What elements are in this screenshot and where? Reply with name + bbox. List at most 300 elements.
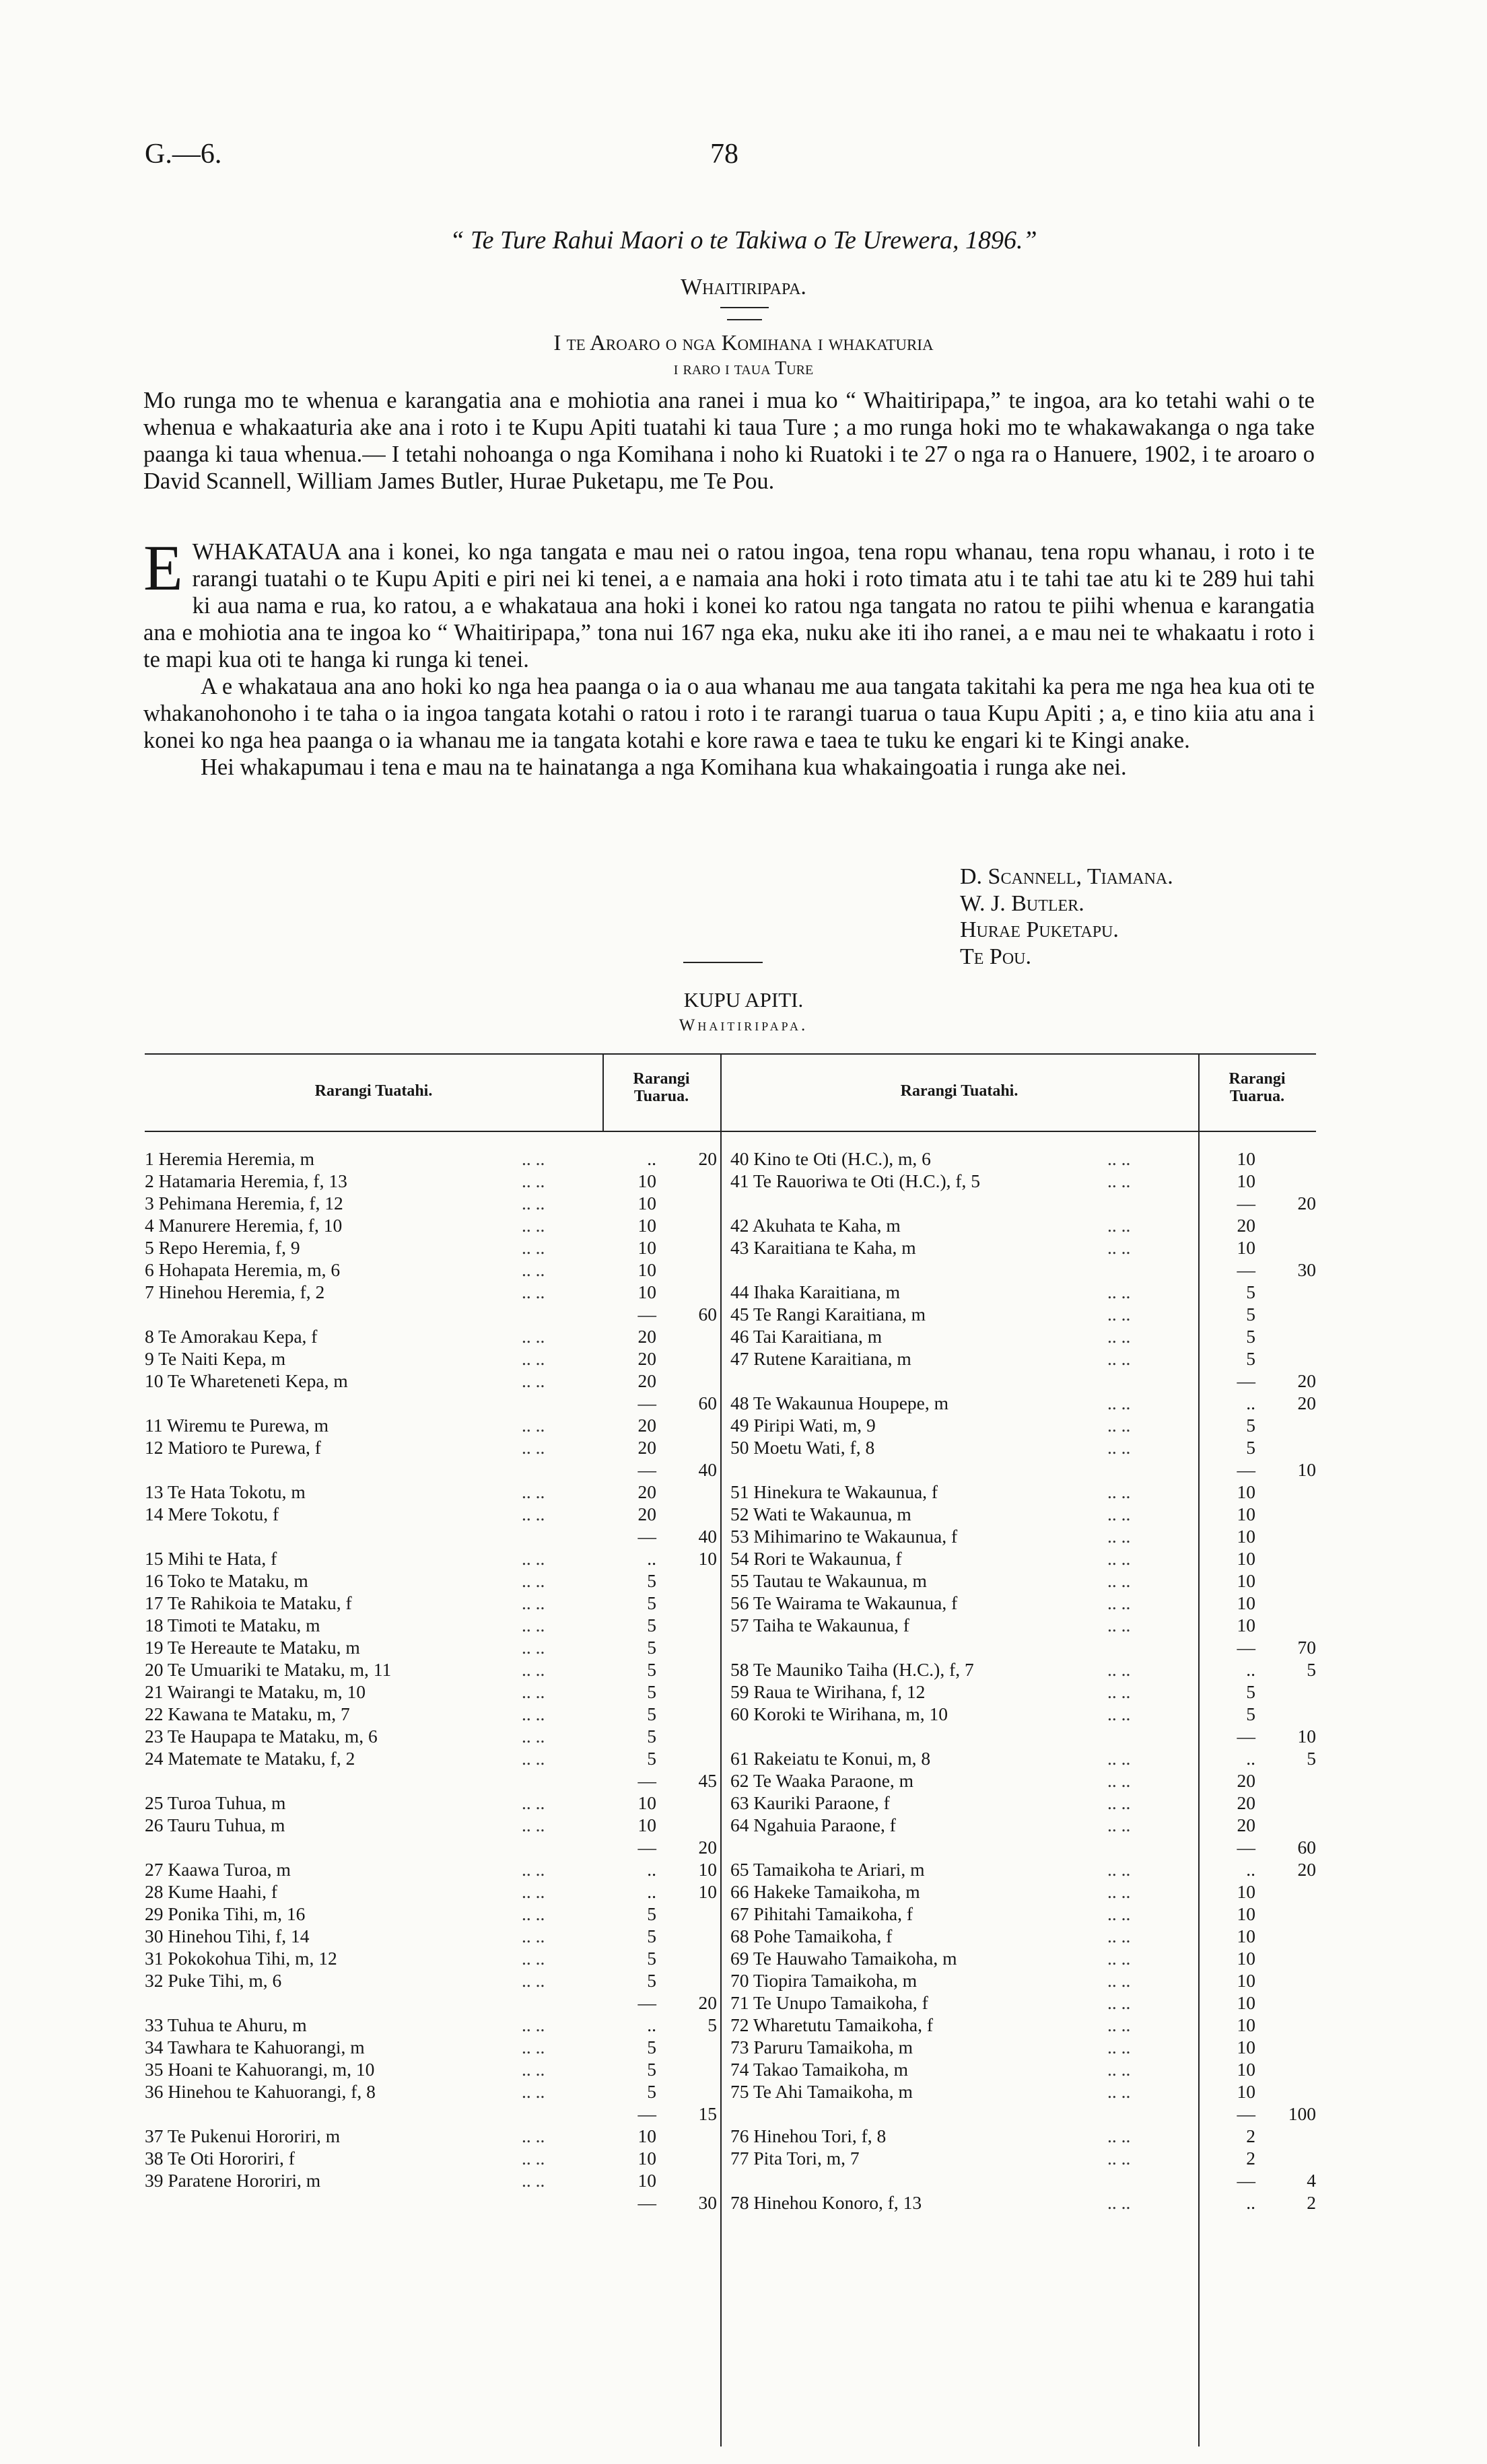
group-total: [1255, 1969, 1316, 1992]
group-total: 40: [698, 1459, 717, 1480]
share-value: ..: [1246, 2192, 1255, 2213]
leader-dots: .. ..: [522, 1926, 545, 1946]
share-value: 20: [637, 1348, 656, 1369]
group-total: 2: [1307, 2192, 1316, 2213]
leader-dots: .. ..: [522, 1859, 545, 1880]
leader-dots: .. ..: [1107, 1570, 1131, 1591]
share-value: ..: [647, 1548, 656, 1569]
group-total: 5: [1307, 1748, 1316, 1769]
group-total: 100: [1288, 2103, 1316, 2124]
group-total: 5: [707, 2014, 717, 2035]
court-heading-1: I te Aroaro o nga Komihana i whakaturia: [553, 331, 934, 355]
owner-name: 69 Te Hauwaho Tamaikoha, m: [730, 1948, 957, 1969]
leader-dots: .. ..: [522, 2170, 545, 2191]
group-total: 60: [698, 1393, 717, 1413]
intro-text: Mo runga mo te whenua e karangatia ana e mohiotia ana ranei i mua ko “ Whaitiripapa,” te ingoa, ara ko tetahi wahi o te whenua e whakaaturia ake ana i roto i te Kupu Apiti tuatahi ki taua Ture ; a mo runga hoki mo te whakawakanga o nga take paanga ki taua whenua.— I tetahi nohoanga o nga Komihana i noho ki Ruatoki i te 27 o nga ra o Hanuere, 1902, i te aroaro o David Scannell, William James Butler, Hurae Puketapu, me Te Pou.: [143, 388, 1315, 494]
group-total: [1255, 1503, 1316, 1525]
table-row: [145, 1259, 717, 1281]
owner-name: [730, 1836, 1107, 1858]
leader-dots: [1107, 2103, 1195, 2125]
group-total: [1255, 1925, 1316, 1947]
leader-dots: .. ..: [522, 1970, 545, 1991]
table-row: [730, 1170, 1316, 1192]
share-value: —: [637, 1992, 656, 2013]
leader-dots: .. ..: [522, 2037, 545, 2057]
group-total: 60: [1297, 1837, 1316, 1858]
table-row: [730, 2125, 1316, 2147]
leader-dots: .. ..: [522, 2148, 545, 2169]
group-total: [1255, 2058, 1316, 2080]
table-row: [145, 1148, 717, 1170]
owner-name: 68 Pohe Tamaikoha, f: [730, 1926, 893, 1946]
group-total: [656, 1681, 717, 1703]
group-total: [1255, 1170, 1316, 1192]
owner-name: 29 Ponika Tihi, m, 16: [145, 1903, 306, 1924]
owner-name: 65 Tamaikoha te Ariari, m: [730, 1859, 925, 1880]
group-total: [656, 2036, 717, 2058]
owner-name: 61 Rakeiatu te Konui, m, 8: [730, 1748, 931, 1769]
group-total: [1255, 2036, 1316, 2058]
owner-name: 28 Kume Haahi, f: [145, 1881, 278, 1902]
leader-dots: [522, 1992, 609, 2014]
table-row: [730, 1281, 1316, 1303]
block-name: Whaitiripapa.: [681, 275, 806, 300]
group-total: 10: [698, 1859, 717, 1880]
share-value: 5: [1246, 1681, 1255, 1702]
table-row: [730, 1347, 1316, 1370]
table-row: [145, 2147, 717, 2169]
leader-dots: .. ..: [522, 1193, 545, 1213]
group-total: 20: [698, 1837, 717, 1858]
owner-name: 10 Te Whareteneti Kepa, m: [145, 1370, 348, 1391]
share-value: 5: [647, 2059, 656, 2080]
group-total: [656, 1347, 717, 1370]
table-row: [145, 2080, 717, 2103]
leader-dots: [1107, 1259, 1195, 1281]
intro-paragraph: [143, 387, 1315, 495]
owner-name: 60 Koroki te Wirihana, m, 10: [730, 1703, 948, 1724]
share-value: 20: [637, 1437, 656, 1458]
share-value: 10: [1237, 1548, 1255, 1569]
owner-name: 43 Karaitiana te Kaha, m: [730, 1237, 916, 1258]
leader-dots: .. ..: [1107, 1615, 1131, 1635]
leader-dots: .. ..: [1107, 1859, 1131, 1880]
share-value: 20: [637, 1326, 656, 1347]
owner-name: 25 Turoa Tuhua, m: [145, 1792, 286, 1813]
share-value: —: [1237, 1459, 1255, 1480]
table-row: [730, 2080, 1316, 2103]
table-spacer-row: [145, 2191, 717, 2214]
table-row: [730, 1947, 1316, 1969]
separator-rule: [683, 962, 763, 963]
share-value: 5: [647, 1748, 656, 1769]
owner-name: 56 Te Wairama te Wakaunua, f: [730, 1592, 958, 1613]
table-spacer-row: [730, 1636, 1316, 1658]
table-row: [145, 1414, 717, 1436]
table-row: [145, 1725, 717, 1747]
group-total: [656, 1481, 717, 1503]
owner-name: 66 Hakeke Tamaikoha, m: [730, 1881, 920, 1902]
leader-dots: [1107, 1725, 1195, 1747]
leader-dots: .. ..: [1107, 2125, 1131, 2146]
owner-name: 18 Timoti te Mataku, m: [145, 1615, 320, 1635]
owner-name: 31 Pokokohua Tihi, m, 12: [145, 1948, 337, 1969]
owner-name: 42 Akuhata te Kaha, m: [730, 1215, 901, 1236]
table-row: [730, 1703, 1316, 1725]
group-total: [656, 1214, 717, 1236]
leader-dots: .. ..: [522, 1903, 545, 1924]
owner-name: [730, 1259, 1107, 1281]
table-row: [730, 1792, 1316, 1814]
owner-name: 20 Te Umuariki te Mataku, m, 11: [145, 1659, 392, 1680]
owner-name: 35 Hoani te Kahuorangi, m, 10: [145, 2059, 375, 2080]
table-row: [145, 1592, 717, 1614]
share-value: 5: [647, 1659, 656, 1680]
owner-name: [145, 1525, 522, 1547]
share-value: —: [1237, 1370, 1255, 1391]
table-row: [145, 1969, 717, 1992]
leader-dots: .. ..: [522, 1748, 545, 1769]
decision-block: [143, 532, 1315, 781]
leader-dots: .. ..: [522, 1570, 545, 1591]
owner-name: 41 Te Rauoriwa te Oti (H.C.), f, 5: [730, 1170, 981, 1191]
owner-name: 22 Kawana te Mataku, m, 7: [145, 1703, 350, 1724]
table-row: [145, 1747, 717, 1769]
group-total: 70: [1297, 1637, 1316, 1658]
leader-dots: .. ..: [522, 1259, 545, 1280]
group-total: 20: [1297, 1393, 1316, 1413]
leader-dots: .. ..: [1107, 1659, 1131, 1680]
group-total: [656, 1903, 717, 1925]
group-total: [1255, 1281, 1316, 1303]
leader-dots: [1107, 1458, 1195, 1481]
share-value: 10: [1237, 1526, 1255, 1547]
owner-name: 32 Puke Tihi, m, 6: [145, 1970, 282, 1991]
table-row: [730, 1592, 1316, 1614]
table-row: [145, 1658, 717, 1681]
table-row: [730, 1614, 1316, 1636]
leader-dots: .. ..: [1107, 1481, 1131, 1502]
leader-dots: .. ..: [1107, 1237, 1131, 1258]
table-row: [145, 2169, 717, 2191]
owner-name: 37 Te Pukenui Hororiri, m: [145, 2125, 341, 2146]
leader-dots: .. ..: [522, 1881, 545, 1902]
share-value: ..: [647, 1859, 656, 1880]
group-total: 20: [1297, 1370, 1316, 1391]
owner-name: 48 Te Wakaunua Houpepe, m: [730, 1393, 948, 1413]
group-total: [1255, 2125, 1316, 2147]
share-value: 20: [637, 1415, 656, 1436]
table-row: [145, 2014, 717, 2036]
group-total: [1255, 1347, 1316, 1370]
group-total: 20: [698, 1992, 717, 2013]
share-value: 10: [1237, 1948, 1255, 1969]
leader-dots: .. ..: [1107, 1815, 1131, 1835]
group-total: [656, 2080, 717, 2103]
share-value: 5: [647, 1637, 656, 1658]
group-total: [1255, 1525, 1316, 1547]
share-value: 5: [647, 1970, 656, 1991]
leader-dots: [522, 1525, 609, 1547]
owner-name: 11 Wiremu te Purewa, m: [145, 1415, 329, 1436]
owner-name: [145, 2191, 522, 2214]
table-row: [145, 1281, 717, 1303]
owner-name: [730, 1458, 1107, 1481]
column-divider: [720, 1053, 722, 2447]
group-total: 10: [1297, 1726, 1316, 1747]
owner-name: 13 Te Hata Tokotu, m: [145, 1481, 306, 1502]
table-row: [145, 1370, 717, 1392]
table-row: [730, 1503, 1316, 1525]
owner-name: 50 Moetu Wati, f, 8: [730, 1437, 875, 1458]
signatory: W. J. Butler.: [960, 890, 1084, 916]
table-row: [145, 1792, 717, 1814]
leader-dots: .. ..: [1107, 1681, 1131, 1702]
table-row: [730, 1392, 1316, 1414]
share-value: 2: [1246, 2148, 1255, 2169]
leader-dots: .. ..: [1107, 1415, 1131, 1436]
leader-dots: .. ..: [522, 1281, 545, 1302]
leader-dots: .. ..: [1107, 1215, 1131, 1236]
share-value: 5: [1246, 1437, 1255, 1458]
owner-name: 57 Taiha te Wakaunua, f: [730, 1615, 909, 1635]
leader-dots: .. ..: [522, 1659, 545, 1680]
table-spacer-row: [145, 1303, 717, 1325]
leader-dots: [522, 1458, 609, 1481]
leader-dots: .. ..: [1107, 2014, 1131, 2035]
group-total: [656, 1792, 717, 1814]
leader-dots: .. ..: [522, 2014, 545, 2035]
share-value: ..: [1246, 1859, 1255, 1880]
owner-name: 24 Matemate te Mataku, f, 2: [145, 1748, 355, 1769]
signatory: Te Pou.: [960, 944, 1032, 969]
table-row: [730, 1814, 1316, 1836]
table-row: [730, 1969, 1316, 1992]
signatory: D. Scannell, Tiamana.: [960, 864, 1173, 889]
leader-dots: .. ..: [1107, 1393, 1131, 1413]
owner-name: 26 Tauru Tuhua, m: [145, 1815, 285, 1835]
header-list1: Rarangi Tuatahi.: [314, 1082, 433, 1100]
share-value: 10: [637, 2148, 656, 2169]
leader-dots: .. ..: [1107, 1148, 1131, 1169]
share-value: 10: [1237, 1170, 1255, 1191]
leader-dots: .. ..: [522, 1237, 545, 1258]
short-rule: [720, 307, 769, 308]
share-value: ..: [1246, 1659, 1255, 1680]
owner-name: [145, 1769, 522, 1792]
group-total: [656, 1570, 717, 1592]
group-total: [656, 1281, 717, 1303]
table-row: [730, 1148, 1316, 1170]
owner-name: 70 Tiopira Tamaikoha, m: [730, 1970, 918, 1991]
table-row: [730, 1547, 1316, 1570]
leader-dots: [1107, 1370, 1195, 1392]
group-total: [656, 1592, 717, 1614]
leader-dots: .. ..: [522, 1815, 545, 1835]
group-total: 10: [1297, 1459, 1316, 1480]
share-value: —: [637, 2103, 656, 2124]
owner-name: 8 Te Amorakau Kepa, f: [145, 1326, 318, 1347]
group-total: [656, 2058, 717, 2080]
table-row: [145, 1880, 717, 1903]
leader-dots: .. ..: [1107, 1437, 1131, 1458]
share-value: 20: [1237, 1815, 1255, 1835]
table-row: [730, 2191, 1316, 2214]
leader-dots: .. ..: [522, 2081, 545, 2102]
group-total: [1255, 1236, 1316, 1259]
group-total: 60: [698, 1304, 717, 1325]
table-row: [730, 2014, 1316, 2036]
group-total: 20: [698, 1148, 717, 1169]
owner-name: 59 Raua te Wirihana, f, 12: [730, 1681, 926, 1702]
leader-dots: .. ..: [522, 1370, 545, 1391]
owner-name: 19 Te Hereaute te Mataku, m: [145, 1637, 360, 1658]
owner-name: [145, 1392, 522, 1414]
group-total: 5: [1307, 1659, 1316, 1680]
leader-dots: [1107, 1192, 1195, 1214]
table-row: [145, 1236, 717, 1259]
table-spacer-row: [730, 2169, 1316, 2191]
table-spacer-row: [730, 2103, 1316, 2125]
leader-dots: .. ..: [1107, 2192, 1131, 2213]
owner-name: 30 Hinehou Tihi, f, 14: [145, 1926, 310, 1946]
table-row: [730, 1214, 1316, 1236]
group-total: [656, 1703, 717, 1725]
share-value: 10: [1237, 2014, 1255, 2035]
owner-name: 6 Hohapata Heremia, m, 6: [145, 1259, 341, 1280]
owner-name: 40 Kino te Oti (H.C.), m, 6: [730, 1148, 931, 1169]
table-spacer-row: [145, 1525, 717, 1547]
court-heading-2: i raro i taua Ture: [673, 358, 814, 379]
owner-name: [145, 2103, 522, 2125]
table-spacer-row: [145, 1769, 717, 1792]
table-spacer-row: [145, 1458, 717, 1481]
leader-dots: .. ..: [1107, 2081, 1131, 2102]
owner-name: 38 Te Oti Hororiri, f: [145, 2148, 295, 2169]
group-total: [1255, 1570, 1316, 1592]
owner-name: 17 Te Rahikoia te Mataku, f: [145, 1592, 352, 1613]
share-value: —: [637, 2192, 656, 2213]
share-value: 5: [647, 1681, 656, 1702]
share-value: 5: [647, 1726, 656, 1747]
leader-dots: .. ..: [522, 2125, 545, 2146]
owner-name: 55 Tautau te Wakaunua, m: [730, 1570, 927, 1591]
leader-dots: .. ..: [522, 1148, 545, 1169]
group-total: [1255, 1703, 1316, 1725]
group-total: [1255, 1614, 1316, 1636]
group-total: [1255, 1547, 1316, 1570]
leader-dots: .. ..: [1107, 1748, 1131, 1769]
share-value: 5: [647, 1903, 656, 1924]
owner-name: 52 Wati te Wakaunua, m: [730, 1504, 911, 1524]
share-value: 10: [1237, 1504, 1255, 1524]
schedule-right: [730, 1148, 1316, 2214]
owner-name: 73 Paruru Tamaikoha, m: [730, 2037, 913, 2057]
group-total: [1255, 1792, 1316, 1814]
share-value: 5: [1246, 1348, 1255, 1369]
owner-name: 23 Te Haupapa te Mataku, m, 6: [145, 1726, 378, 1747]
table-spacer-row: [730, 1836, 1316, 1858]
share-value: —: [637, 1393, 656, 1413]
share-value: —: [1237, 1726, 1255, 1747]
group-total: 40: [698, 1526, 717, 1547]
share-value: 10: [1237, 1881, 1255, 1902]
header-list2: Rarangi Tuarua.: [633, 1070, 690, 1105]
leader-dots: .. ..: [1107, 1970, 1131, 1991]
column-divider: [602, 1053, 604, 1131]
table-spacer-row: [730, 1370, 1316, 1392]
table-row: [730, 1436, 1316, 1458]
table-row: [145, 1481, 717, 1503]
share-value: 10: [637, 1259, 656, 1280]
group-total: [656, 1947, 717, 1969]
share-value: —: [1237, 1837, 1255, 1858]
table-row: [145, 1614, 717, 1636]
owner-name: 49 Piripi Wati, m, 9: [730, 1415, 876, 1436]
owner-name: [730, 1636, 1107, 1658]
leader-dots: .. ..: [522, 1637, 545, 1658]
table-row: [145, 1347, 717, 1370]
owner-name: 34 Tawhara te Kahuorangi, m: [145, 2037, 365, 2057]
group-total: [656, 1658, 717, 1681]
share-value: 10: [637, 1215, 656, 1236]
share-value: 5: [647, 2081, 656, 2102]
table-row: [145, 1192, 717, 1214]
table-row: [730, 1681, 1316, 1703]
share-value: 10: [637, 1281, 656, 1302]
leader-dots: .. ..: [1107, 1281, 1131, 1302]
decision-paragraph-2: A e whakataua ana ano hoki ko nga hea paanga o ia o aua whanau me aua tangata takitahi ka pera me nga hea kua oti te whakanohonoho i te taha o ia ingoa tangata kotahi o ratou i roto i te rarangi tuarua o taua Kupu Apiti ; a, e tino kiia atu ana i konei ko nga hea paanga o ia whanau me ia tangata kotahi e kore rawa e taea te tuku ke engari ki te Kingi anake.: [143, 674, 1315, 753]
group-total: [1255, 1880, 1316, 1903]
table-row: [730, 1303, 1316, 1325]
owner-name: 78 Hinehou Konoro, f, 13: [730, 2192, 922, 2213]
group-total: [1255, 1814, 1316, 1836]
share-value: —: [1237, 2170, 1255, 2191]
leader-dots: .. ..: [1107, 2059, 1131, 2080]
share-value: 10: [1237, 1903, 1255, 1924]
table-row: [145, 1903, 717, 1925]
owner-name: 76 Hinehou Tori, f, 8: [730, 2125, 887, 2146]
owner-name: 27 Kaawa Turoa, m: [145, 1859, 291, 1880]
table-spacer-row: [145, 2103, 717, 2125]
table-row: [145, 1503, 717, 1525]
owner-name: [730, 2103, 1107, 2125]
share-value: 10: [1237, 1926, 1255, 1946]
share-value: 5: [647, 1570, 656, 1591]
table-row: [730, 2036, 1316, 2058]
group-total: 45: [698, 1770, 717, 1791]
table-row: [730, 1858, 1316, 1880]
share-value: 20: [1237, 1792, 1255, 1813]
owner-name: 21 Wairangi te Mataku, m, 10: [145, 1681, 366, 1702]
share-value: —: [1237, 1637, 1255, 1658]
owner-name: [145, 1992, 522, 2014]
share-value: 5: [1246, 1326, 1255, 1347]
share-value: 10: [1237, 1615, 1255, 1635]
group-total: [1255, 1769, 1316, 1792]
owner-name: 47 Rutene Karaitiana, m: [730, 1348, 911, 1369]
owner-name: 53 Mihimarino te Wakaunua, f: [730, 1526, 958, 1547]
share-value: ..: [647, 1148, 656, 1169]
leader-dots: [522, 1769, 609, 1792]
leader-dots: .. ..: [522, 1348, 545, 1369]
leader-dots: .. ..: [1107, 1348, 1131, 1369]
group-total: [1255, 1947, 1316, 1969]
share-value: —: [637, 1459, 656, 1480]
leader-dots: [522, 1836, 609, 1858]
leader-dots: .. ..: [1107, 1304, 1131, 1325]
group-total: [1255, 1325, 1316, 1347]
